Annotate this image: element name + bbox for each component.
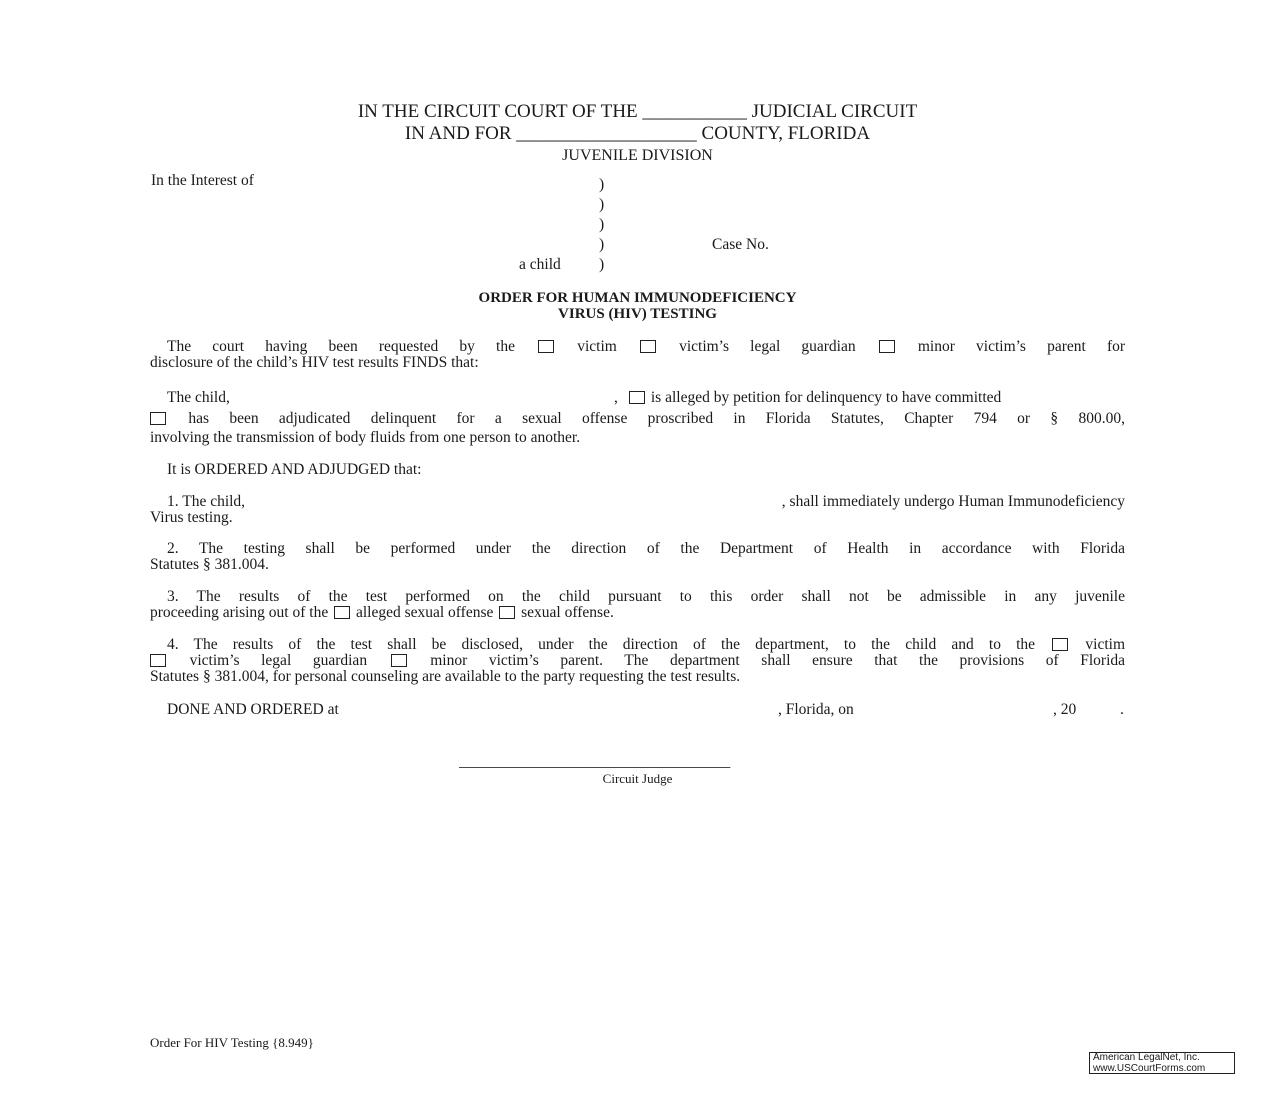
parent-checkbox[interactable] bbox=[879, 340, 895, 353]
case-number-label: Case No. bbox=[712, 236, 769, 253]
caption-paren: ) bbox=[599, 196, 605, 213]
stamp-line1: American LegalNet, Inc. bbox=[1093, 1052, 1200, 1063]
ordered-heading: It is ORDERED AND ADJUDGED that: bbox=[167, 461, 422, 478]
judge-signature-line: ___________________________________ bbox=[459, 753, 731, 770]
disclose-parent-checkbox[interactable] bbox=[391, 654, 407, 667]
disclose-guardian-label: victim’s legal guardian bbox=[189, 652, 368, 669]
item1-lead: 1. The child, bbox=[167, 493, 246, 510]
item4-line1 bbox=[150, 637, 1125, 653]
alleged-checkbox[interactable] bbox=[629, 391, 645, 404]
item2-line2: Statutes § 381.004. bbox=[150, 556, 269, 573]
adjudicated-checkbox[interactable] bbox=[150, 412, 166, 425]
findings-paragraph bbox=[150, 409, 1125, 447]
item4-paragraph bbox=[150, 637, 1125, 685]
stamp-line2: www.USCourtForms.com bbox=[1093, 1062, 1206, 1074]
florida-on-label: , Florida, on bbox=[778, 701, 854, 718]
alleged-offense-label: alleged sexual offense bbox=[355, 604, 494, 621]
division-header: JUVENILE DIVISION bbox=[562, 147, 713, 164]
request-paragraph bbox=[150, 339, 1125, 371]
item4-line2 bbox=[150, 653, 1125, 669]
item1-cont: Virus testing. bbox=[150, 509, 233, 526]
form-name-footer: Order For HIV Testing {8.949} bbox=[150, 1035, 314, 1050]
legal-guardian-label: victim’s legal guardian bbox=[679, 338, 856, 355]
item2-line1: 2. The testing shall be performed under the direction of the Department of Health in accordance with Florida bbox=[167, 540, 1125, 557]
circuit-judge-label: Circuit Judge bbox=[602, 771, 673, 786]
alleged-offense-checkbox[interactable] bbox=[334, 606, 350, 619]
sexual-offense-checkbox[interactable] bbox=[499, 606, 515, 619]
order-title-line2: VIRUS (HIV) TESTING bbox=[558, 306, 717, 322]
alleged-option bbox=[627, 389, 1001, 407]
alleged-label: is alleged by petition for delinquency to have committed bbox=[650, 389, 1002, 406]
disclose-guardian-checkbox[interactable] bbox=[150, 654, 166, 667]
request-line2: disclosure of the child’s HIV test results FINDS that: bbox=[150, 354, 479, 371]
item3-lead: proceeding arising out of the bbox=[150, 604, 329, 621]
adjudicated-line bbox=[150, 409, 1125, 428]
order-title-line1: ORDER FOR HUMAN IMMUNODEFICIENCY bbox=[478, 290, 797, 306]
caption-paren: ) bbox=[599, 236, 605, 253]
year-label: , 20 bbox=[1053, 701, 1077, 718]
caption-paren: ) bbox=[599, 216, 605, 233]
court-header-line1: IN THE CIRCUIT COURT OF THE ___________ JUDICIAL CIRCUIT bbox=[357, 101, 918, 122]
findings-line3: involving the transmission of body fluids from one person to another. bbox=[150, 429, 581, 446]
item1-tail: , shall immediately undergo Human Immunodeficiency bbox=[781, 493, 1125, 510]
caption-paren: ) bbox=[599, 256, 605, 273]
disclose-victim-label: victim bbox=[1085, 636, 1126, 653]
victim-checkbox[interactable] bbox=[538, 340, 554, 353]
item4-line3: Statutes § 381.004, for personal counseling are available to the party requesting the test results. bbox=[150, 668, 741, 685]
legal-guardian-checkbox[interactable] bbox=[640, 340, 656, 353]
court-header-line2: IN AND FOR ___________________ COUNTY, FLORIDA bbox=[404, 123, 871, 144]
child-lead: The child, bbox=[167, 389, 230, 406]
sexual-offense-label: sexual offense. bbox=[521, 604, 614, 621]
request-lead: The court having been requested by the bbox=[167, 338, 515, 355]
legalnet-stamp bbox=[1089, 1052, 1235, 1074]
adjudicated-label: has been adjudicated delinquent for a sexual offense proscribed in Florida Statutes, Chapter 794 or § 800.00, bbox=[188, 410, 1126, 427]
disclose-victim-checkbox[interactable] bbox=[1052, 638, 1068, 651]
a-child-label: a child bbox=[519, 256, 561, 273]
item4-lead: 4. The results of the test shall be disclosed, under the direction of the department, to the child and to the bbox=[167, 636, 1036, 653]
caption-paren: ) bbox=[599, 176, 605, 193]
child-name-comma: , bbox=[614, 389, 618, 406]
item3-line1: 3. The results of the test performed on the child pursuant to this order shall not be admissible in any juvenile bbox=[167, 588, 1125, 605]
item3-line2 bbox=[150, 605, 1125, 621]
disclose-parent-label: minor victim’s parent. The department shall ensure that the provisions of Florida bbox=[430, 652, 1126, 669]
interest-of-label: In the Interest of bbox=[151, 172, 254, 189]
parent-label: minor victim’s parent for bbox=[917, 338, 1126, 355]
request-line1 bbox=[150, 339, 1125, 355]
done-ordered-lead: DONE AND ORDERED at bbox=[167, 701, 339, 718]
victim-label: victim bbox=[577, 338, 617, 355]
item2-paragraph bbox=[150, 541, 1125, 573]
done-period: . bbox=[1120, 701, 1124, 718]
item3-paragraph bbox=[150, 589, 1125, 621]
